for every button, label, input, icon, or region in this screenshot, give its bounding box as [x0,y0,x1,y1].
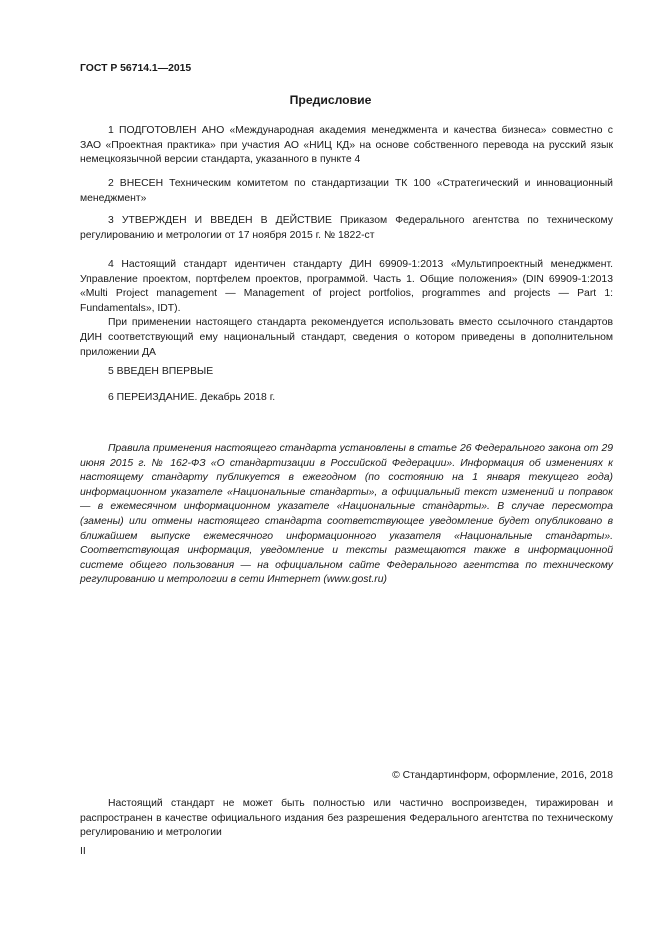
foreword-item-6 [80,391,613,406]
foreword-item-text: 5 ВВЕДЕН ВПЕРВЫЕ [108,366,214,377]
section-title: Предисловие [289,93,372,107]
foreword-item-2 [80,177,613,206]
foreword-item-text: 3 УТВЕРЖДЕН И ВВЕДЕН В ДЕЙСТВИЕ Приказом Федерального агентства по техническому регулированию и метрологии от 17 ноября 2015 г. № 1822-ст [80,215,613,241]
reproduction-disclaimer: Настоящий стандарт не может быть полностью или частично воспроизведен, тиражирован и распространен в качестве официального издания без разрешения Федерального агентства по техническому регулированию и метрологии [80,798,613,839]
document-code-header: ГОСТ Р 56714.1—2015 [80,63,192,74]
foreword-item-note: При применении настоящего стандарта рекомендуется использовать вместо ссылочного стандартов ДИН соответствующий ему национальный стандарт, сведения о котором приведены в дополнительном приложении ДА [80,317,613,358]
foreword-item-text: 1 ПОДГОТОВЛЕН АНО «Международная академия менеджмента и качества бизнеса» совместно с ЗАО «Проектная практика» при участия АО «НИЦ КД» на основе собственного перевода на русский язык немецкоязычной версии стандарта, указанного в пункте 4 [80,125,613,166]
foreword-item-4 [80,258,613,360]
foreword-item-1 [80,124,613,168]
copyright-line: © Стандартинформ, оформление, 2016, 2018 [392,770,613,781]
page-number: II [80,846,86,857]
foreword-item-text: 4 Настоящий стандарт идентичен стандарту ДИН 69909-1:2013 «Мультипроектный менеджмент. Управление проектом, портфелем проектов, программой. Часть 1. Общие положения» (DIN 69909-1:2013 «Multi Project management — Management of project portfolios, programmes and projects — Part 1: Fundamentals», IDT). [80,259,613,314]
foreword-item-3 [80,214,613,243]
foreword-item-text: 6 ПЕРЕИЗДАНИЕ. Декабрь 2018 г. [108,392,276,403]
foreword-item-text: 2 ВНЕСЕН Техническим комитетом по стандартизации ТК 100 «Стратегический и инновационный менеджмент» [80,178,613,204]
standard-application-notice: Правила применения настоящего стандарта установлены в статье 26 Федерального закона от 29 июня 2015 г. № 162-ФЗ «О стандартизации в Российской Федерации». Информация об изменениях к настоящему стандарту публикуется в ежегодном (по состоянию на 1 января текущего года) информационном указателе «Национальные стандарты», а официальный текст изменений и поправок — в ежемесячном информационном указателе «Национальные стандарты». В случае пересмотра (замены) или отмены настоящего стандарта соответствующее уведомление будет опубликовано в ближайшем выпуске ежемесячного информационного указателя «Национальные стандарты». Соответствующая информация, уведомление и тексты размещаются также в информационной системе общего пользования — на официальном сайте Федерального агентства по техническому регулированию и метрологии в сети Интернет (www.gost.ru) [80,443,613,586]
foreword-item-5 [80,365,613,380]
